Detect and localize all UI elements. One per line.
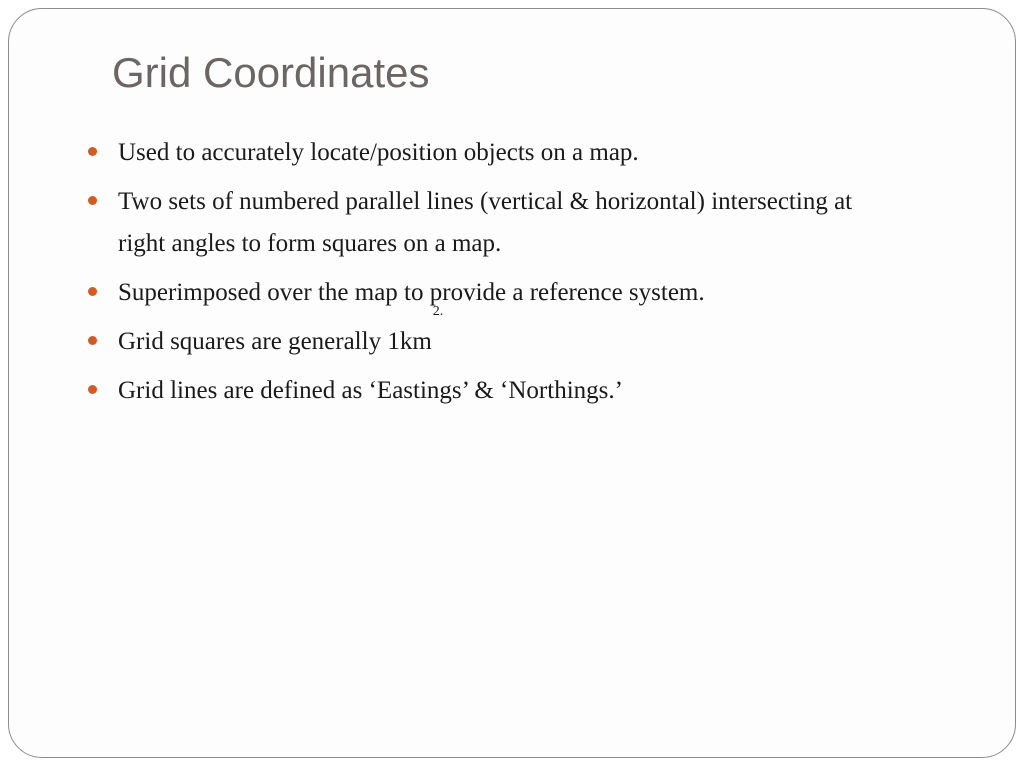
- bullet-dot-icon: [88, 196, 97, 205]
- bullet-item: [86, 181, 866, 265]
- bullet-item: [86, 132, 866, 174]
- bullet-text: Grid lines are defined as ‘Eastings’ & ‘Northings.’: [118, 377, 623, 404]
- bullet-item: [86, 370, 866, 412]
- bullet-item: [86, 304, 866, 363]
- bullet-dot-icon: [88, 287, 97, 296]
- superscript: 2.: [432, 304, 444, 319]
- bullet-dot-icon: [88, 336, 97, 345]
- bullet-text: Used to accurately locate/position objects on a map.: [118, 139, 639, 166]
- bullet-item: [86, 272, 866, 314]
- bullet-text: Grid squares are generally 1km: [118, 328, 432, 355]
- bullet-dot-icon: [88, 147, 97, 156]
- bullet-list: [86, 132, 866, 419]
- bullet-dot-icon: [88, 385, 97, 394]
- slide-title: Grid Coordinates: [112, 49, 430, 96]
- bullet-text: Two sets of numbered parallel lines (vertical & horizontal) intersecting at right angles to form squares on a map.: [118, 188, 853, 257]
- bullet-text: Superimposed over the map to provide a reference system.: [118, 279, 705, 306]
